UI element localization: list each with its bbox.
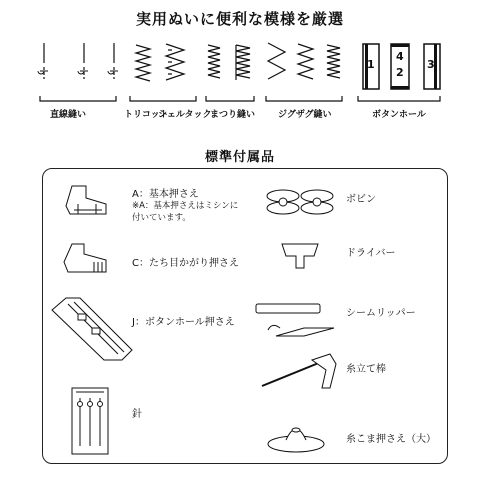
spool-cap-icon — [268, 428, 324, 452]
bobbin-icon — [267, 190, 333, 214]
accessory-label-bobbin: ボビン — [346, 194, 376, 205]
buttonhole-step-4: 4 — [396, 50, 404, 63]
stitch-section-title: 実用ぬいに便利な模様を厳選 — [135, 10, 344, 28]
screwdriver-icon — [282, 244, 318, 268]
accessory-label-foot-a: A：基本押さえ — [132, 189, 199, 200]
stitch-label-shell-tuck: シェルタック — [158, 110, 212, 120]
spool-pin-icon — [262, 354, 336, 388]
accessories-title: 標準付属品 — [204, 150, 275, 165]
accessory-note-foot-a: ※A：基本押さえはミシンに付いています。 — [132, 201, 239, 223]
stitch-label-tricot: トリコット — [124, 110, 169, 120]
presser-foot-c-icon — [64, 244, 106, 272]
seam-ripper-icon — [256, 304, 334, 336]
accessory-label-screwdriver: ドライバー — [346, 248, 396, 259]
buttonhole-step-2: 2 — [396, 66, 404, 79]
stitch-label-zigzag: ジグザグ縫い — [278, 110, 332, 120]
stitch-label-buttonhole: ボタンホール — [372, 110, 426, 120]
buttonhole-step-1: 1 — [367, 58, 375, 71]
presser-foot-j-icon — [52, 298, 132, 360]
accessory-label-needles: 針 — [132, 409, 142, 420]
stitch-label-blind-hem: まつり縫い — [210, 110, 256, 120]
stitch-label-straight: 直線縫い — [50, 110, 87, 120]
buttonhole-step-3: 3 — [427, 58, 435, 71]
accessory-label-foot-c: C：たち目かがり押さえ — [132, 258, 239, 269]
accessory-label-spool-pin: 糸立て棒 — [346, 364, 386, 375]
accessory-label-seam-ripper: シームリッパー — [346, 308, 416, 319]
needles-icon — [72, 388, 108, 454]
accessory-label-foot-j: J：ボタンホール押さえ — [132, 317, 235, 328]
presser-foot-a-icon — [66, 186, 106, 214]
accessory-label-spool-cap: 糸こま押さえ（大） — [346, 434, 436, 445]
